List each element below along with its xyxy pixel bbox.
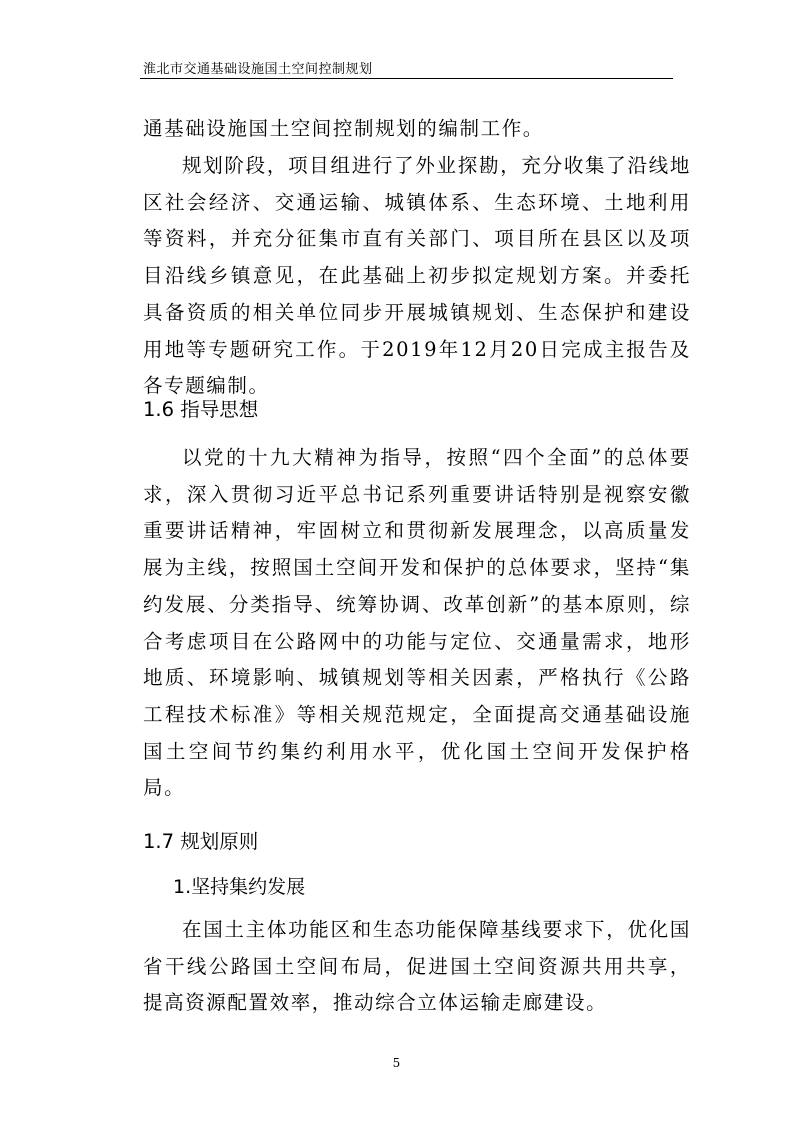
subsection-heading-1: 1.坚持集约发展 <box>173 876 306 898</box>
header-rule <box>140 78 673 79</box>
section-heading-1-6: 1.6 指导思想 <box>143 398 259 421</box>
page-number: 5 <box>392 1056 401 1070</box>
paragraph-guiding-thought: 以党的十九大精神为指导，按照“四个全面”的总体要求，深入贯彻习近平总书记系列重要讲话特别是视察安徽重要讲话精神，牢固树立和贯彻新发展理念，以高质量发展为主线，按照国土空间开发和保护的总体要求，坚持“集约发展、分类指导、统筹协调、改革创新”的基本原则，综合考虑项目在公路网中的功能与定位、交通量需求，地形地质、环境影响、城镇规划等相关因素，严格执行《公路工程技术标准》等相关规范规定，全面提高交通基础设施国土空间节约集约利用水平，优化国土空间开发保护格局。 <box>143 446 691 800</box>
paragraph-intensive-development: 在国土主体功能区和生态功能保障基线要求下，优化国省干线公路国土空间布局，促进国土空间资源共用共享，提高资源配置效率，推动综合立体运输走廊建设。 <box>143 918 691 1015</box>
running-header: 淮北市交通基础设施国土空间控制规划 <box>143 62 373 77</box>
paragraph-continuation: 通基础设施国土空间控制规划的编制工作。 <box>143 117 544 140</box>
section-heading-1-7: 1.7 规划原则 <box>143 830 259 853</box>
paragraph-planning-stage: 规划阶段，项目组进行了外业探勘，充分收集了沿线地区社会经济、交通运输、城镇体系、生态环境、土地利用等资料，并充分征集市直有关部门、项目所在县区以及项目沿线乡镇意见，在此基础上初步拟定规划方案。并委托具备资质的相关单位同步开展城镇规划、生态保护和建设用地等专题研究工作。于2019年12月20日完成主报告及各专题编制。 <box>143 154 691 398</box>
